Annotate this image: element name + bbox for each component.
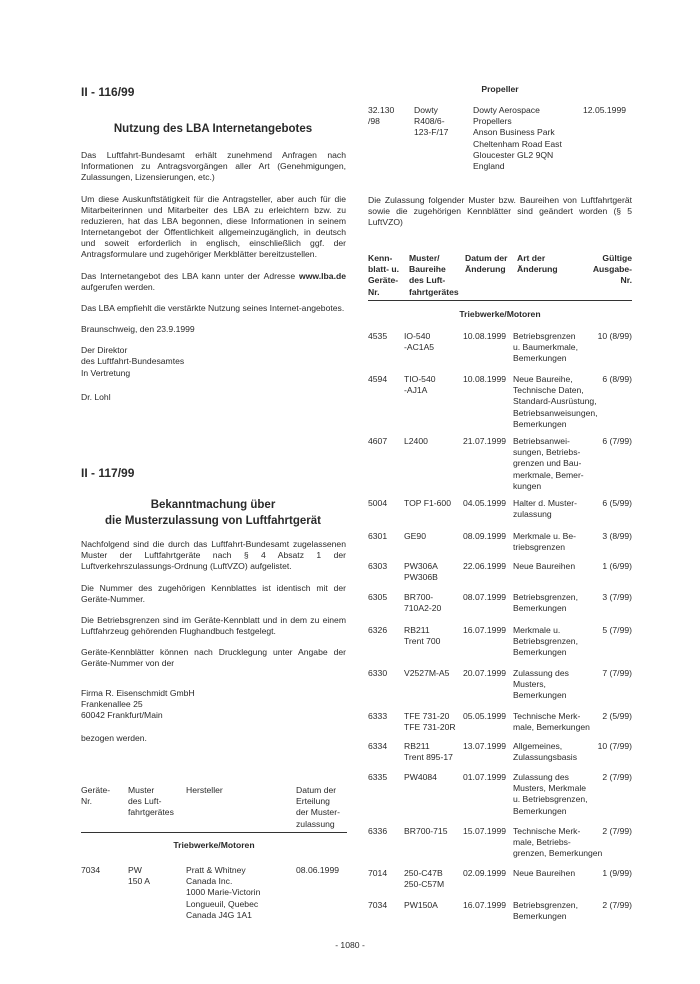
section-title-117 [81, 498, 345, 529]
propeller-heading: Propeller [481, 84, 519, 94]
cell-line: Neue Baureihen [513, 868, 576, 878]
cell-art [513, 561, 575, 572]
cell-nr: 6301 [368, 531, 388, 541]
cell-line: grenzen, Bemerkungen [513, 848, 603, 859]
header-line: Nr. [81, 796, 92, 807]
cell-ausgabe: 3 (7/99) [602, 592, 632, 602]
header-line: Muster [128, 785, 155, 795]
cell-muster [404, 741, 453, 763]
cell-muster [404, 331, 434, 353]
paragraph: Das LBA empfiehlt die verstärkte Nutzung seines Internet-angebotes. [81, 302, 345, 313]
cell-line: Gloucester GL2 9QN [473, 149, 554, 160]
cell-ausgabe: 5 (7/99) [602, 625, 632, 635]
cell-ausgabe: 3 (8/99) [602, 531, 632, 541]
cell-art [513, 531, 576, 553]
cell-art [513, 436, 584, 492]
cell-nr: 7014 [368, 868, 388, 878]
section-116-body [81, 150, 346, 403]
cell-line: -AC1A5 [404, 342, 435, 353]
header-line: blatt- u. [368, 264, 400, 275]
cell-ausgabe: 1 (6/99) [602, 561, 632, 571]
signature-line: Der Direktor [81, 345, 128, 356]
header-line: Geräte- [368, 275, 399, 286]
cell-line: Dowty [414, 105, 438, 115]
title-line: die Musterzulassung von Luftfahrtgerät [105, 514, 321, 527]
cell-ausgabe: 1 (9/99) [602, 868, 632, 878]
cell-line: male, Bemerkungen [513, 722, 590, 733]
cell-line: V2527M-A5 [404, 668, 450, 678]
cell-line: BR700- [404, 592, 434, 602]
cell-datum: 08.09.1999 [463, 531, 507, 541]
cell-art [513, 741, 577, 763]
cell-hersteller [186, 865, 260, 921]
cell-line: 250-C57M [404, 879, 445, 890]
cell-line: PW306B [404, 572, 438, 583]
cell-art [513, 592, 578, 614]
header-line: Baureihe [409, 264, 446, 275]
cell-nr: 4607 [368, 436, 388, 446]
cell-datum: 13.07.1999 [463, 741, 507, 751]
cell-datum: 02.09.1999 [463, 868, 507, 878]
cell-line: Neue Baureihe, [513, 374, 573, 384]
cell-datum: 16.07.1999 [463, 625, 507, 635]
cell-muster [404, 498, 451, 509]
section-number-117: II - 117/99 [81, 466, 135, 480]
cell-datum: 08.07.1999 [463, 592, 507, 602]
cell-line: RB211 [404, 741, 430, 751]
address-line: Frankenallee 25 [81, 698, 143, 709]
section-117-body [81, 539, 346, 744]
cell-line: Cheltenham Road East [473, 138, 562, 149]
cell-line: zulassung [513, 509, 552, 520]
cell-ausgabe: 6 (8/99) [602, 374, 632, 384]
cell-ausgabe: 6 (5/99) [602, 498, 632, 508]
header-line: Änderung [517, 264, 558, 275]
cell-datum: 04.05.1999 [463, 498, 507, 508]
cell-line: PW306A [404, 561, 438, 571]
cell-line: Trent 895-17 [404, 752, 453, 763]
column-header-datum [465, 253, 508, 275]
cell-line: IO-540 [404, 331, 431, 341]
cell-nr: 7034 [81, 865, 101, 875]
cell-line: u. Betriebsgrenzen, [513, 794, 588, 805]
propeller-nr [368, 105, 394, 127]
paragraph-text: Das Internetangebot des LBA kann unter der Adresse [81, 270, 296, 281]
cell-line: Dowty Aerospace [473, 105, 540, 115]
propeller-date: 12.05.1999 [583, 105, 627, 115]
cell-nr: 6335 [368, 772, 388, 782]
cell-line: Technische Merk- [513, 826, 581, 836]
cell-line: 32.130 [368, 105, 395, 115]
cell-datum: 01.07.1999 [463, 772, 507, 782]
cell-ausgabe: 10 (8/99) [597, 331, 632, 341]
cell-line: GE90 [404, 531, 426, 541]
cell-art [513, 900, 578, 922]
table-section-heading: Triebwerke/Motoren [459, 309, 541, 319]
header-line: Nr. [620, 275, 632, 286]
cell-ausgabe: 7 (7/99) [602, 668, 632, 678]
cell-muster [404, 374, 436, 396]
cell-datum: 10.08.1999 [463, 331, 507, 341]
cell-datum: 08.06.1999 [296, 865, 340, 875]
table-section-heading: Triebwerke/Motoren [173, 840, 255, 850]
cell-line: 150 A [128, 876, 150, 887]
cell-line: Propellers [473, 116, 512, 127]
cell-nr: 7034 [368, 900, 388, 910]
cell-nr: 6336 [368, 826, 388, 836]
cell-line: Trent 700 [404, 636, 441, 647]
paragraph: Die Nummer des zugehörigen Kennblattes ist identisch mit der Geräte-Nummer. [81, 582, 346, 604]
cell-muster [404, 868, 444, 890]
cell-muster [404, 711, 456, 733]
cell-line: TFE 731-20 [404, 711, 450, 721]
cell-line: sungen, Betriebs- [513, 447, 581, 458]
cell-muster [404, 436, 428, 447]
cell-nr: 6326 [368, 625, 388, 635]
column-header-nr [81, 785, 110, 807]
cell-line: TIO-540 [404, 374, 436, 384]
cell-line: R408/6- [414, 116, 445, 127]
cell-nr: 6330 [368, 668, 388, 678]
cell-line: PW4084 [404, 772, 437, 782]
cell-art [513, 772, 588, 817]
cell-muster [404, 826, 447, 837]
section-number-116: II - 116/99 [81, 85, 135, 99]
column-header-datum [296, 785, 340, 830]
paragraph: Das Luftfahrt-Bundesamt erhält zunehmend Anfragen nach Informationen zu Antragsvorgängen aller Art (Genehmigungen, Zulassungen, Lizensierungen, etc.) [81, 150, 346, 183]
signature-line: des Luftfahrt-Bundesamtes [81, 356, 185, 367]
title-line: Bekanntmachung über [150, 499, 276, 511]
header-line: des Luft- [128, 796, 162, 807]
cell-datum: 22.06.1999 [463, 561, 507, 571]
header-line: Kenn- [368, 253, 393, 263]
cell-line: Betriebsgrenzen, [513, 900, 578, 910]
cell-line: Zulassungsbasis [513, 752, 578, 763]
cell-nr: 5004 [368, 498, 388, 508]
column-header-ausgabe [580, 253, 632, 287]
column-header-muster [409, 253, 459, 298]
cell-line: England [473, 160, 505, 171]
cell-art [513, 668, 569, 702]
cell-line: Musters, Merkmale [513, 783, 587, 794]
cell-nr: 6303 [368, 561, 388, 571]
header-line: Ausgabe- [592, 264, 632, 275]
address-line: 60042 Frankfurt/Main [81, 709, 163, 720]
cell-line: male, Betriebs- [513, 837, 571, 848]
header-line: Nr. [368, 286, 380, 297]
cell-line: Neue Baureihen [513, 561, 576, 571]
cell-line: merkmale, Bemer- [513, 469, 584, 480]
cell-line: Pratt & Whitney [186, 865, 246, 875]
cell-line: 1000 Marie-Victorin [186, 887, 261, 898]
cell-line: L2400 [404, 436, 428, 446]
cell-line: RB211 [404, 625, 430, 635]
cell-datum: 05.05.1999 [463, 711, 507, 721]
cell-art [513, 625, 578, 659]
cell-muster [128, 865, 150, 887]
header-line: der Muster- [296, 807, 340, 818]
header-line: fahrtgerätes [409, 286, 459, 297]
cell-line: Betriebsgrenzen, [513, 636, 578, 647]
amendment-intro: Die Zulassung folgender Muster bzw. Baureihen von Luftfahrtgerät sowie die zugehörigen Kennblätter sind geändert worden (§ 5 LuftVZO) [368, 195, 632, 228]
signature-block [81, 345, 346, 379]
column-header-hersteller: Hersteller [186, 785, 223, 795]
cell-line: 123-F/17 [414, 127, 449, 138]
header-line: Muster/ [409, 253, 440, 263]
cell-muster [404, 900, 438, 911]
cell-line: 710A2-20 [404, 603, 442, 614]
paragraph: Geräte-Kennblätter können nach Drucklegung unter Angabe der Geräte-Nummer von der [81, 647, 346, 669]
cell-line: Halter d. Muster- [513, 498, 577, 508]
cell-ausgabe: 2 (7/99) [602, 826, 632, 836]
cell-line: Bemerkungen [513, 353, 567, 364]
cell-line: Betriebsgrenzen [513, 331, 576, 341]
cell-nr: 6333 [368, 711, 388, 721]
cell-line: Standard-Ausrüstung, [513, 396, 597, 407]
cell-line: Zulassung des [513, 772, 569, 782]
url-link[interactable]: www.lba.de [299, 270, 346, 281]
cell-art [513, 331, 578, 365]
cell-line: Canada J4G 1A1 [186, 909, 252, 920]
cell-ausgabe: 2 (7/99) [602, 900, 632, 910]
cell-line: BR700-715 [404, 826, 448, 836]
cell-muster [404, 531, 426, 542]
cell-line: PW [128, 865, 142, 875]
table-rule [81, 832, 347, 833]
cell-ausgabe: 2 (5/99) [602, 711, 632, 721]
header-line: Datum der [296, 785, 337, 795]
place-date: Braunschweig, den 23.9.1999 [81, 324, 195, 335]
table-rule [368, 300, 632, 301]
cell-ausgabe: 6 (7/99) [602, 436, 632, 446]
column-header-art [517, 253, 558, 275]
cell-line: triebsgrenzen [513, 542, 566, 553]
header-line: fahrtgerätes [128, 807, 174, 818]
cell-nr: 4594 [368, 374, 388, 384]
cell-line: -AJ1A [404, 385, 428, 396]
cell-line: TOP F1-600 [404, 498, 451, 508]
cell-line: Longueuil, Quebec [186, 898, 259, 909]
cell-datum: 21.07.1999 [463, 436, 507, 446]
cell-muster [404, 772, 437, 783]
header-line: Art der [517, 253, 546, 263]
cell-muster [404, 668, 449, 679]
paragraph: Nachfolgend sind die durch das Luftfahrt-Bundesamt zugelassenen Muster der Luftfahrtgeräte nach § 4 Absatz 1 der Luftverkehrszulassungs-Ordnung (LuftVZO) aufgelistet. [81, 539, 346, 572]
cell-line: PW150A [404, 900, 438, 910]
cell-muster [404, 592, 441, 614]
paragraph: bezogen werden. [81, 733, 147, 744]
header-line: des Luft- [409, 275, 446, 286]
cell-line: Bemerkungen [513, 690, 567, 701]
cell-line: Bemerkungen [513, 647, 567, 658]
cell-ausgabe: 10 (7/99) [597, 741, 632, 751]
column-header-kennblatt [368, 253, 399, 298]
cell-nr: 6334 [368, 741, 388, 751]
cell-line: Bemerkungen [513, 805, 567, 816]
cell-line: Zulassung des [513, 668, 569, 678]
cell-line: 250-C47B [404, 868, 443, 878]
cell-line: Bemerkungen [513, 603, 567, 614]
header-line: Datum der [465, 253, 508, 263]
cell-line: grenzen und Bau- [513, 458, 582, 469]
header-line: Gültige [602, 253, 632, 263]
header-line: Erteilung [296, 796, 330, 807]
header-line: Änderung [465, 264, 506, 275]
cell-muster [404, 561, 438, 583]
page-number: - 1080 - [335, 940, 365, 950]
firm-address [81, 688, 346, 722]
cell-line: Betriebsanwei- [513, 436, 570, 446]
cell-ausgabe: 2 (7/99) [602, 772, 632, 782]
cell-line: /98 [368, 116, 380, 127]
section-title-116: Nutzung des LBA Internetangebotes [113, 123, 313, 135]
cell-line: Betriebsanweisungen, [513, 407, 598, 418]
header-line: Geräte- [81, 785, 111, 795]
propeller-model [414, 105, 448, 139]
cell-datum: 10.08.1999 [463, 374, 507, 384]
cell-line: Merkmale u. [513, 625, 561, 635]
cell-art [513, 498, 577, 520]
paragraph: Die Betriebsgrenzen sind im Geräte-Kennblatt und in dem zu einem Luftfahrzeug gehörenden Flughandbuch festgelegt. [81, 614, 346, 637]
cell-line: Allgemeines, [513, 741, 563, 751]
column-header-muster [128, 785, 174, 819]
cell-line: kungen [513, 480, 542, 491]
header-line: zulassung [296, 818, 335, 829]
cell-line: Technische Merk- [513, 711, 581, 721]
cell-line: Musters, [513, 679, 546, 690]
cell-art [513, 711, 590, 733]
cell-datum: 16.07.1999 [463, 900, 507, 910]
cell-line: Canada Inc. [186, 876, 233, 887]
cell-line: Bemerkungen [513, 418, 567, 429]
cell-line: u. Baumerkmale, [513, 342, 578, 353]
cell-line: Betriebsgrenzen, [513, 592, 578, 602]
signature-name: Dr. Lohl [81, 391, 111, 402]
paragraph-url [81, 271, 346, 293]
cell-line: Merkmale u. Be- [513, 531, 577, 541]
paragraph-text: aufgerufen werden. [81, 281, 156, 292]
propeller-manufacturer [473, 105, 562, 172]
cell-line: Anson Business Park [473, 127, 555, 138]
cell-datum: 15.07.1999 [463, 826, 507, 836]
paragraph: Um diese Auskunftstätigkeit für die Antragsteller, aber auch für die Mitarbeiterinnen und Mitarbeiter des LBA zu erleichtern bzw. zu reduzieren, hat das LBA begonnen, diese Informationen in seinem Internetangebot der Öffentlichkeit allgemeinzugänglich, in deutsch und soweit erforderlich in englisch, einschließlich ggf. der Antragsformulare und zugehöriger Merkblätter bereitzustellen. [81, 193, 346, 260]
address-line: Firma R. Eisenschmidt GmbH [81, 687, 195, 698]
cell-art [513, 868, 575, 879]
cell-nr: 6305 [368, 592, 388, 602]
cell-line: TFE 731-20R [404, 722, 456, 733]
cell-line: Bemerkungen [513, 911, 567, 922]
signature-line: In Vertretung [81, 367, 131, 378]
cell-nr: 4535 [368, 331, 388, 341]
cell-datum: 20.07.1999 [463, 668, 507, 678]
cell-muster [404, 625, 440, 647]
cell-line: Technische Daten, [513, 385, 584, 396]
